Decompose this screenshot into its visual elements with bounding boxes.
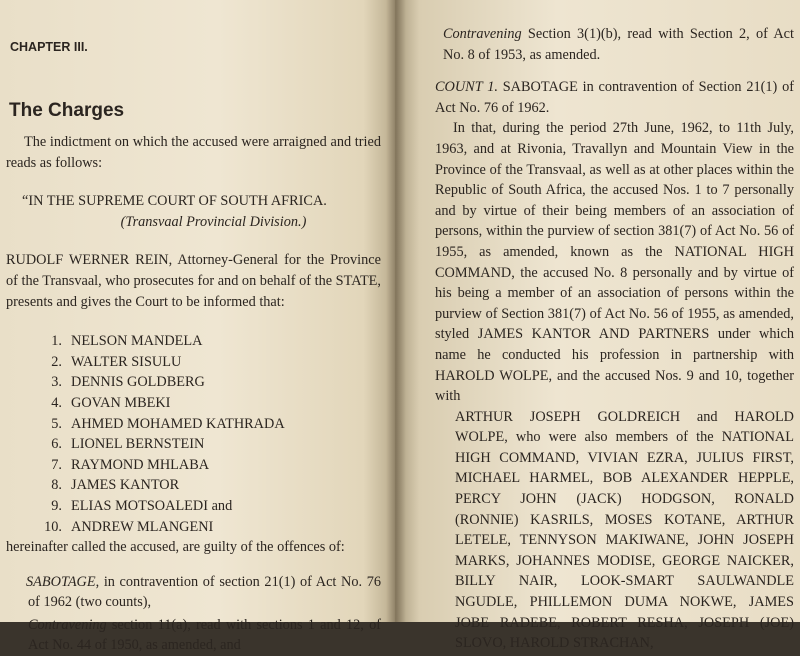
attorney-general-paragraph: RUDOLF WERNER REIN, Attorney-General for the Province of the Transvaal, who prosecutes for and on behalf of the STATE, presents and gives the Court to be informed that: xyxy=(6,252,381,310)
court-division: (Transvaal Provincial Division.) xyxy=(120,213,307,230)
list-item: 9. ELIAS MOTSOALEDI and xyxy=(51,497,233,514)
count-heading: COUNT 1. SABOTAGE in contravention of Section 21(1) of Act No. 76 of 1962. xyxy=(435,79,794,116)
left-page xyxy=(0,0,395,654)
list-item: 7. RAYMOND MHLABA xyxy=(51,456,210,473)
section-title: The Charges xyxy=(9,100,125,121)
court-heading: “IN THE SUPREME COURT OF SOUTH AFRICA. xyxy=(22,193,327,210)
right-page xyxy=(395,0,800,652)
intro-paragraph: The indictment on which the accused were arraigned and tried reads as follows: xyxy=(6,134,381,171)
list-item: 6. LIONEL BERNSTEIN xyxy=(51,436,205,453)
co-conspirators-paragraph: ARTHUR JOSEPH GOLDREICH and HAROLD WOLPE, who were also members of the NATIONAL HIGH COMMAND, VIVIAN EZRA, JULIUS FIRST, MICHAEL HARMEL, BOB ALEXANDER HEPPLE, PERCY JOHN (JACK) HODGSON, RONALD (RONNIE) KASRILS, MOSES KOTANE, ARTHUR LETELE, TENNYSON MAKIWANE, JOHN JOSEPH MARKS, JOHANNES MODISE, GEORGE NAICKER, BILLY NAIR, LOOK-SMART SAULWANDLE NGUDLE, PHILLEMON DUMA NOKWE, JAMES JOBE RADEBE, ROBERT RESHA, JOSEPH (JOE) SLOVO, HAROLD STRACHAN, xyxy=(455,408,794,652)
offence-contravening: Contravening section 11(a), read with sections 1 and 12, of Act No. 44 of 1950, as amended, and xyxy=(28,616,381,654)
list-item: 3. DENNIS GOLDBERG xyxy=(51,374,205,391)
list-item: 8. JAMES KANTOR xyxy=(51,477,180,494)
count-body-paragraph: In that, during the period 27th June, 1962, to 11th July, 1963, and at Rivonia, Travallyn and Mountain View in the Province of the Transvaal, as well as at other places within the Republic of South Africa, the accused Nos. 1 to 7 personally and by virtue of their being members of an association of persons, within the purview of section 381(7) of Act No. 56 of 1955, as amended, known as the NATIONAL HIGH COMMAND, the accused No. 8 personally and by virtue of his being a member of an association of persons within the purview of Section 381(7) of Act No. 56 of 1955, as amended, styled JAMES KANTOR AND PARTNERS under which name he conducted his profession in partnership with HAROLD WOLPE, and the accused Nos. 9 and 10, together with xyxy=(435,120,794,405)
hereinafter-paragraph: hereinafter called the accused, are guilty of the offences of: xyxy=(6,539,345,556)
offence-contravening-section3: Contravening Section 3(1)(b), read with Section 2, of Act No. 8 of 1953, as amended. xyxy=(443,26,794,63)
list-item: 2. WALTER SISULU xyxy=(51,353,182,370)
accused-list xyxy=(6,331,381,537)
list-item: 5. AHMED MOHAMED KATHRADA xyxy=(51,415,285,432)
list-item: 4. GOVAN MBEKI xyxy=(51,394,171,411)
chapter-heading: CHAPTER III. xyxy=(10,40,88,54)
list-item: 10. ANDREW MLANGENI xyxy=(44,518,214,535)
list-item: 1. NELSON MANDELA xyxy=(51,333,203,350)
offence-sabotage: SABOTAGE, in contravention of section 21(1) of Act No. 76 of 1962 (two counts), xyxy=(26,573,381,611)
